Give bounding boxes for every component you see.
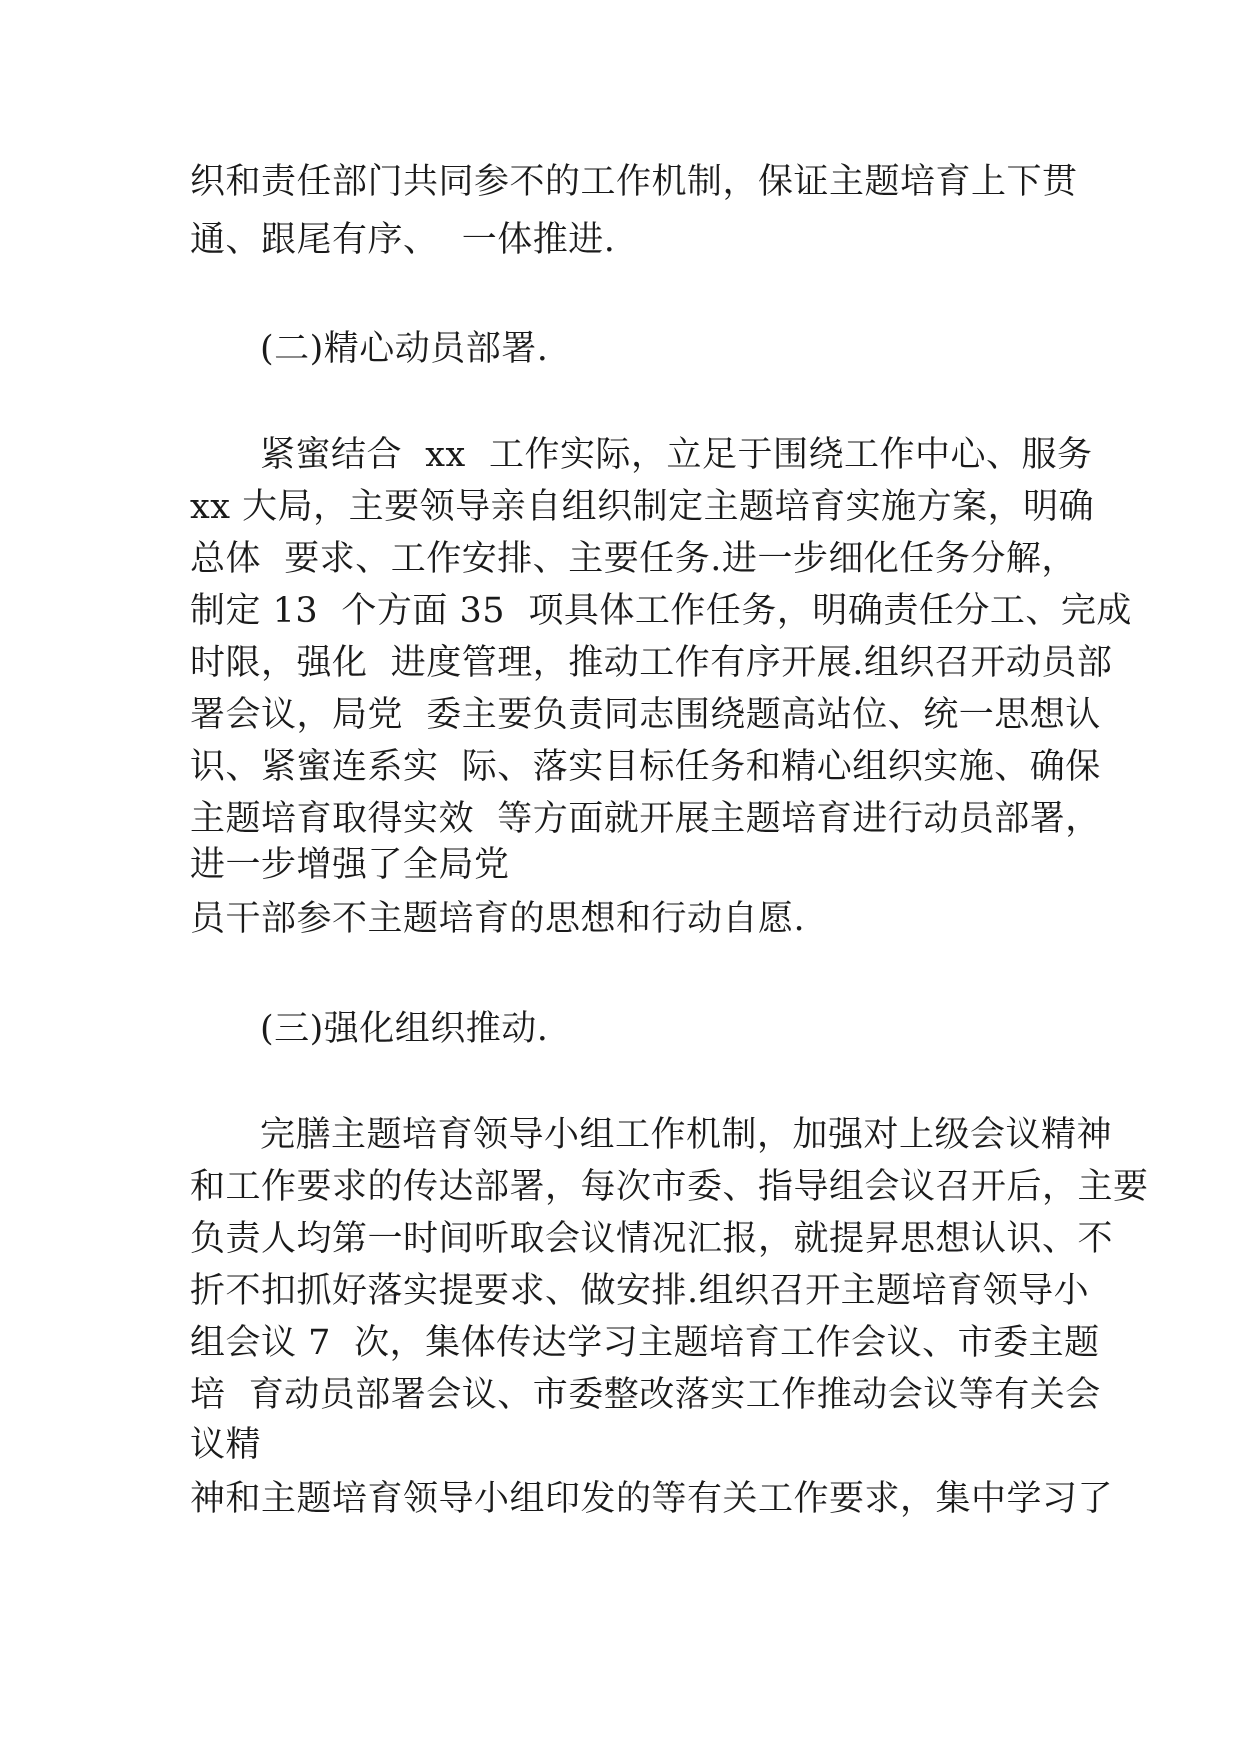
paragraph-line: xx 大局，主要领导亲自组织制定主题培育实施方案，明确 bbox=[190, 487, 1095, 527]
paragraph-line: 识、紧蜜连系实 际、落实目标任务和精心组织实施、确保 bbox=[190, 747, 1101, 787]
paragraph-line: 和工作要求的传达部署，每次市委、指导组会议召开后，主要 bbox=[190, 1167, 1149, 1207]
paragraph-line: 议精 bbox=[190, 1425, 262, 1465]
section-heading: (三)强化组织推动. bbox=[260, 1009, 549, 1049]
paragraph-line: 完膳主题培育领导小组工作机制，加强对上级会议精神 bbox=[260, 1115, 1113, 1155]
paragraph-line: 折不扣抓好落实提要求、做安排.组织召开主题培育领导小 bbox=[190, 1271, 1090, 1311]
paragraph-line: 主题培育取得实效 等方面就开展主题培育进行动员部署， bbox=[190, 799, 1101, 839]
paragraph-line: 织和责任部门共同参不的工作机制，保证主题培育上下贯 bbox=[190, 162, 1078, 202]
section-heading: (二)精心动员部署. bbox=[260, 329, 549, 369]
paragraph-line: 培 育动员部署会议、市委整改落实工作推动会议等有关会 bbox=[190, 1375, 1101, 1415]
paragraph-line: 总体 要求、工作安排、主要任务.进一步细化任务分解， bbox=[190, 539, 1077, 579]
paragraph-line: 通、跟尾有序、 一体推进. bbox=[190, 220, 616, 260]
paragraph-line: 员干部参不主题培育的思想和行动自愿. bbox=[190, 899, 806, 939]
paragraph-line: 制定 13 个方面 35 项具体工作任务，明确责任分工、完成 bbox=[190, 591, 1132, 631]
paragraph-line: 紧蜜结合 xx 工作实际，立足于围绕工作中心、服务 bbox=[260, 435, 1093, 475]
paragraph-line: 组会议 7 次，集体传达学习主题培育工作会议、市委主题 bbox=[190, 1323, 1100, 1363]
paragraph-line: 时限，强化 进度管理，推动工作有序开展.组织召开动员部 bbox=[190, 643, 1113, 683]
paragraph-line: 神和主题培育领导小组印发的等有关工作要求，集中学习了 bbox=[190, 1479, 1114, 1519]
paragraph-line: 进一步增强了全局党 bbox=[190, 845, 510, 885]
paragraph-line: 负责人均第一时间听取会议情况汇报，就提昇思想认识、不 bbox=[190, 1219, 1114, 1259]
paragraph-line: 署会议，局党 委主要负责同志围绕题高站位、统一思想认 bbox=[190, 695, 1101, 735]
